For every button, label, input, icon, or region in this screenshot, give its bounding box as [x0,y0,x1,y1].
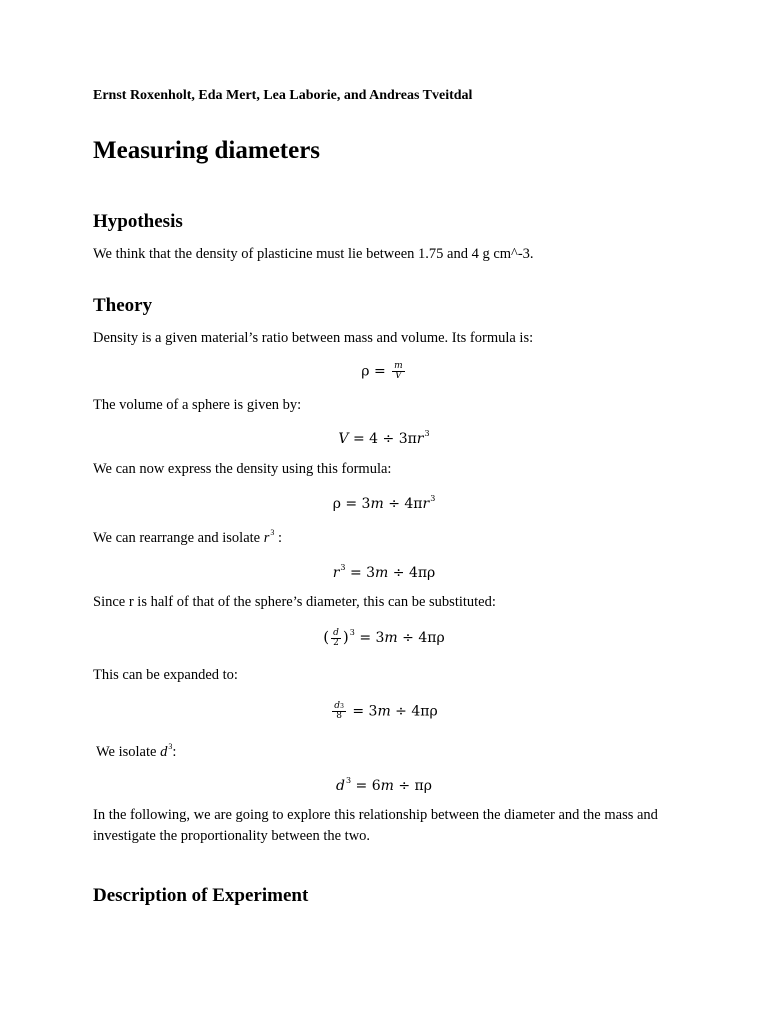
document-title: Measuring diameters [93,137,321,164]
experiment-heading: Description of Experiment [93,885,309,906]
fraction [331,629,341,648]
exponent: 3 [340,703,344,710]
equation-lhs: ρ = [361,363,386,380]
fraction [392,362,405,381]
text-prefix: We isolate [96,744,157,760]
theory-paragraph-isolate [96,742,686,764]
theory-paragraph-following: In the following, we are going to explore this relationship between the diameter and the mass and investigate the proportionality between the two. [93,807,658,844]
fraction-denominator: 8 [336,711,342,721]
text-suffix: : [278,530,283,546]
inline-variable: r [263,530,270,546]
equation-r-cubed [0,564,768,584]
theory-paragraph-rearrange [93,528,683,550]
fraction-numerator: d [333,627,339,638]
equation-mid: = 6 [355,778,381,794]
equation-density-sphere [0,495,768,515]
equation-rhs: ÷ 4πρ [402,630,445,646]
equation-variable: m [384,630,398,646]
theory-paragraph-express: We can now express the density using this formula: [93,461,392,477]
exponent: 3 [340,563,346,572]
equation-variable: m [370,496,384,512]
fraction-denominator: V [395,371,402,381]
exponent: 3 [270,528,275,537]
equation-variable: r [416,431,424,447]
equation-rhs: ÷ πρ [398,778,432,794]
equation-diameter-half [0,628,768,649]
exponent: 3 [424,429,430,438]
equation-variable: m [375,565,389,581]
equation-variable: m [380,778,394,794]
theory-paragraph-volume: The volume of a sphere is given by: [93,397,302,413]
equation-variable: m [377,703,391,720]
exponent: 3 [349,628,355,637]
equation-variable: d [336,778,345,794]
equation-variable: r [422,496,430,512]
exponent: 3 [430,494,436,503]
equation-variable: V [338,431,349,447]
equation-lhs: ρ = 3 [332,496,371,512]
equation-rhs: = 4 ÷ 3π [352,431,417,447]
fraction-numerator: m [394,361,403,371]
exponent: 3 [345,776,352,785]
hypothesis-heading: Hypothesis [93,211,183,232]
theory-paragraph-density: Density is a given material’s ratio between mass and volume. Its formula is: [93,330,534,346]
fraction [332,702,346,721]
theory-heading: Theory [93,295,153,316]
text-prefix: We can rearrange and isolate [93,530,261,546]
equation-volume [0,430,768,450]
equation-diameter-cubed [0,777,768,797]
equation-rhs: ÷ 4πρ [395,703,438,720]
equation-variable: r [332,565,340,581]
theory-paragraph-expand: This can be expanded to: [93,667,238,683]
equation-density [0,362,768,381]
equation-mid: ÷ 4π [388,496,423,512]
equation-mid: = 3 [352,703,378,720]
open-paren: ( [323,628,330,646]
fraction-variable: d [334,701,341,711]
equation-rhs: ÷ 4πρ [392,565,436,581]
equation-mid: = 3 [359,630,385,646]
equation-diameter-cubed-over-8 [0,702,768,721]
theory-paragraph-substitute: Since r is half of that of the sphere’s diameter, this can be substituted: [93,594,496,610]
hypothesis-text: We think that the density of plasticine must lie between 1.75 and 4 g cm^-3. [93,246,534,262]
text-suffix: : [172,744,177,760]
exponent: 3 [168,742,173,751]
close-paren: ) [342,628,349,646]
author-list: Ernst Roxenholt, Eda Mert, Lea Laborie, and Andreas Tveitdal [93,88,473,103]
equation-mid: = 3 [349,565,376,581]
inline-variable: d [160,744,168,760]
fraction-denominator: 2 [333,637,339,648]
